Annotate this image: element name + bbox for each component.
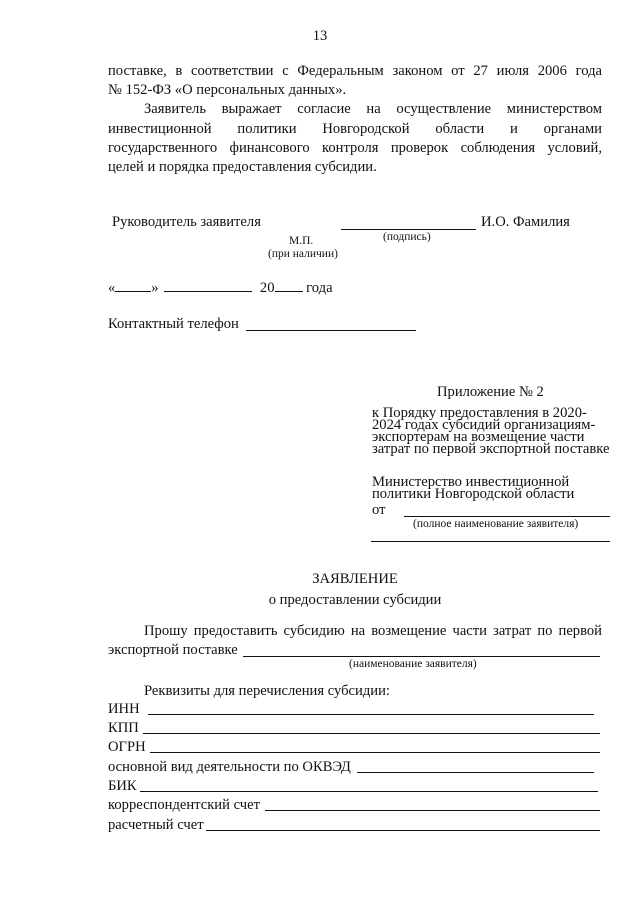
contact-phone-field[interactable] <box>246 330 416 331</box>
application-title: ЗАЯВЛЕНИЕ <box>312 571 398 587</box>
request-line-2: экспортной поставке <box>108 642 238 658</box>
inn-label: ИНН <box>108 701 140 717</box>
kpp-label: КПП <box>108 720 139 736</box>
intro-line-1: поставке, в соответствии с Федеральным законом от 27 июля 2006 года <box>108 63 602 79</box>
appendix-ref-line-3: экспортерам на возмещение части <box>372 429 585 445</box>
request-line-1: Прошу предоставить субсидию на возмещение части затрат по первой <box>144 623 602 639</box>
date-month-field[interactable] <box>164 279 252 292</box>
seal-label: М.П. <box>289 235 314 247</box>
ogrn-label: ОГРН <box>108 739 146 755</box>
settlement-account-field[interactable] <box>206 830 600 831</box>
corr-account-label: корреспондентский счет <box>108 797 260 813</box>
page-number: 13 <box>312 28 328 44</box>
from-field-line-2[interactable] <box>371 541 610 542</box>
consent-line-4: целей и порядка предоставления субсидии. <box>108 159 377 175</box>
corr-account-field[interactable] <box>265 810 600 811</box>
contact-label: Контактный телефон <box>108 316 239 332</box>
consent-line-3: государственного финансового контроля проверок соблюдения условий, <box>108 140 602 156</box>
intro-line-2: № 152-ФЗ «О персональных данных». <box>108 82 347 98</box>
signature-caption: (подпись) <box>383 231 431 243</box>
applicant-name-field[interactable] <box>243 656 600 657</box>
recipient-line-1: Министерство инвестиционной <box>372 474 570 490</box>
okved-label: основной вид деятельности по ОКВЭД <box>108 759 351 775</box>
signature-line <box>341 229 476 230</box>
date-close-quote: » <box>151 280 159 296</box>
application-subtitle: о предоставлении субсидии <box>268 592 442 608</box>
recipient-line-2: политики Новгородской области <box>372 486 575 502</box>
okved-field[interactable] <box>357 772 594 773</box>
date-year-field[interactable] <box>275 279 303 292</box>
from-caption: (полное наименование заявителя) <box>413 518 579 530</box>
settlement-account-label: расчетный счет <box>108 817 204 833</box>
head-label: Руководитель заявителя <box>112 214 261 230</box>
year-prefix: 20 <box>259 280 275 296</box>
appendix-title: Приложение № 2 <box>437 384 544 400</box>
appendix-ref-line-1: к Порядку предоставления в 2020- <box>372 405 587 421</box>
from-field[interactable] <box>404 516 610 517</box>
inn-field[interactable] <box>148 714 594 715</box>
name-label: И.О. Фамилия <box>481 214 570 230</box>
appendix-ref-line-2: 2024 годах субсидий организациям- <box>372 417 596 433</box>
consent-line-2: инвестиционной политики Новгородской области и органами <box>108 121 602 137</box>
kpp-field[interactable] <box>143 733 600 734</box>
date-line <box>108 279 333 296</box>
bik-label: БИК <box>108 778 137 794</box>
from-label: от <box>372 502 386 518</box>
applicant-caption: (наименование заявителя) <box>349 658 477 670</box>
seal-note: (при наличии) <box>268 248 338 260</box>
date-day-field[interactable] <box>115 279 151 292</box>
year-suffix: года <box>306 280 333 296</box>
appendix-ref-line-4: затрат по первой экспортной поставке <box>372 441 610 457</box>
ogrn-field[interactable] <box>150 752 600 753</box>
date-open-quote: « <box>108 280 116 296</box>
bik-field[interactable] <box>140 791 598 792</box>
requisites-heading: Реквизиты для перечисления субсидии: <box>144 683 390 699</box>
consent-line-1: Заявитель выражает согласие на осуществление министерством <box>144 101 602 117</box>
